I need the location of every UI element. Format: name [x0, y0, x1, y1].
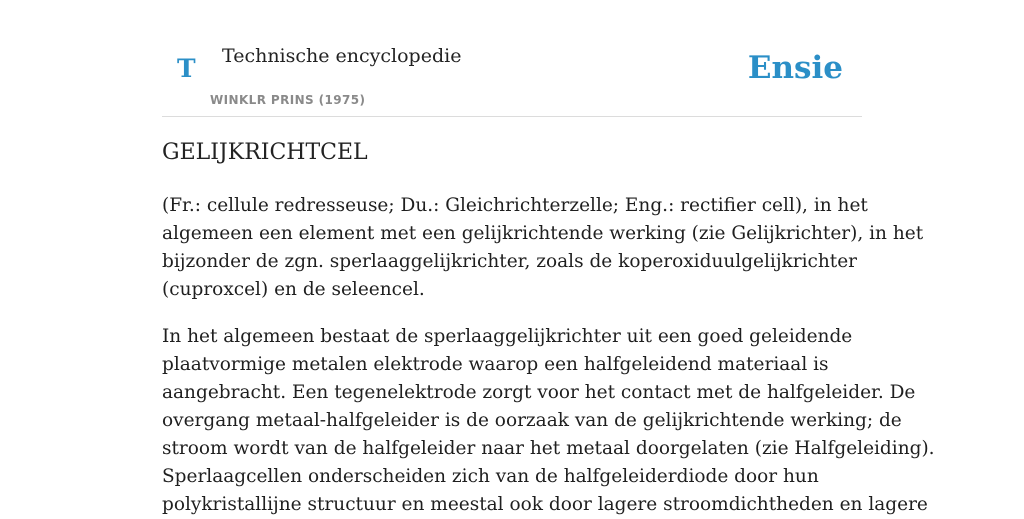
source-subtitle: WINKLR PRINS (1975)	[210, 93, 366, 107]
paragraph-line: aangebracht. Een tegenelektrode zorgt voor het contact met de halfgeleider. De	[162, 382, 916, 403]
entry-paragraph-2	[162, 323, 935, 519]
paragraph-line: (Fr.: cellule redresseuse; Du.: Gleichrichterzelle; Eng.: rectifier cell), in het	[162, 195, 868, 216]
paragraph-line: In het algemeen bestaat de sperlaaggelijkrichter uit een goed geleidende	[162, 326, 853, 347]
paragraph-line: overgang metaal-halfgeleider is de oorzaak van de gelijkrichtende werking; de	[162, 410, 902, 431]
source-title-link[interactable]: Technische encyclopedie	[222, 45, 462, 67]
paragraph-line: plaatvormige metalen elektrode waarop een halfgeleidend materiaal is	[162, 354, 829, 375]
paragraph-line: Sperlaagcellen onderscheiden zich van de halfgeleiderdiode door hun	[162, 466, 819, 487]
header	[162, 0, 862, 117]
paragraph-line: bijzonder de zgn. sperlaaggelijkrichter, zoals de koperoxiduulgelijkrichter	[162, 251, 858, 272]
source-logo-icon[interactable]: T	[177, 54, 196, 83]
paragraph-line: polykristallijne structuur en meestal ook door lagere stroomdichtheden en lagere	[162, 494, 928, 515]
paragraph-line: (cuproxcel) en de seleencel.	[162, 279, 425, 300]
entry-paragraph-1	[162, 192, 924, 304]
brand-logo-link[interactable]: Ensie	[747, 50, 843, 86]
entry-title: GELIJKRICHTCEL	[162, 140, 368, 165]
paragraph-line: stroom wordt van de halfgeleider naar het metaal doorgelaten (zie Halfgeleiding).	[162, 438, 935, 459]
paragraph-line: algemeen een element met een gelijkrichtende werking (zie Gelijkrichter), in het	[162, 223, 924, 244]
page	[162, 0, 935, 515]
